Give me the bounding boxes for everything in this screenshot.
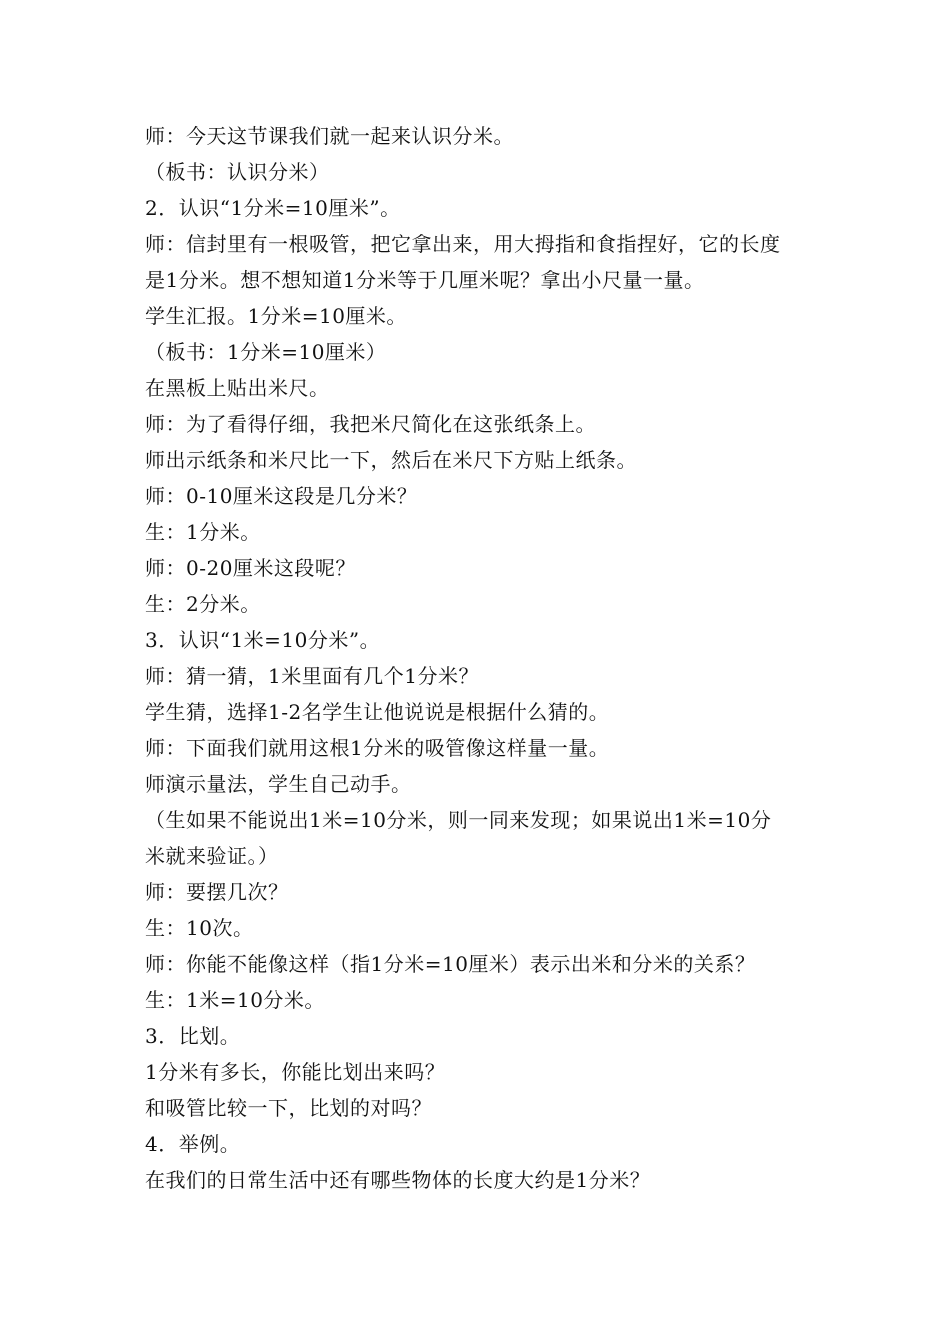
- document-body: [145, 118, 825, 1198]
- text-line: （板书：认识分米）: [145, 160, 330, 184]
- text-line: 师：信封里有一根吸管，把它拿出来，用大拇指和食指捏好，它的长度: [145, 232, 781, 256]
- text-line: 师：你能不能像这样（指1分米=10厘米）表示出米和分米的关系？: [145, 952, 756, 976]
- text-line: 师：为了看得仔细，我把米尺简化在这张纸条上。: [145, 412, 596, 436]
- section-heading: 3．认识“1米=10分米”。: [145, 628, 381, 652]
- text-line: 师：0-20厘米这段呢？: [145, 556, 356, 580]
- text-line: 在黑板上贴出米尺。: [145, 376, 330, 400]
- text-line: 师演示量法，学生自己动手。: [145, 772, 412, 796]
- text-line: 1分米有多长，你能比划出来吗？: [145, 1060, 446, 1084]
- text-line: 师：要摆几次？: [145, 880, 289, 904]
- text-line: 师：猜一猜，1米里面有几个1分米？: [145, 664, 479, 688]
- text-line: （板书：1分米=10厘米）: [145, 340, 387, 364]
- text-line: 是1分米。想不想知道1分米等于几厘米呢？拿出小尺量一量。: [145, 268, 705, 292]
- text-line: 师出示纸条和米尺比一下，然后在米尺下方贴上纸条。: [145, 448, 637, 472]
- text-line: 米就来验证。）: [145, 844, 279, 868]
- section-heading: 4．举例。: [145, 1132, 241, 1156]
- text-line: 生：1米=10分米。: [145, 988, 325, 1012]
- text-line: （生如果不能说出1米=10分米，则一同来发现；如果说出1米=10分: [145, 808, 772, 832]
- text-line: 生：1分米。: [145, 520, 261, 544]
- text-line: 生：2分米。: [145, 592, 261, 616]
- text-line: 生：10次。: [145, 916, 254, 940]
- text-line: 和吸管比较一下，比划的对吗？: [145, 1096, 432, 1120]
- text-line: 学生汇报。1分米=10厘米。: [145, 304, 407, 328]
- text-line: 学生猜，选择1-2名学生让他说说是根据什么猜的。: [145, 700, 610, 724]
- text-line: 师：下面我们就用这根1分米的吸管像这样量一量。: [145, 736, 610, 760]
- section-heading: 2．认识“1分米=10厘米”。: [145, 196, 401, 220]
- text-line: 师：今天这节课我们就一起来认识分米。: [145, 124, 514, 148]
- section-heading: 3．比划。: [145, 1024, 241, 1048]
- text-line: 师：0-10厘米这段是几分米？: [145, 484, 418, 508]
- text-line: 在我们的日常生活中还有哪些物体的长度大约是1分米？: [145, 1168, 651, 1192]
